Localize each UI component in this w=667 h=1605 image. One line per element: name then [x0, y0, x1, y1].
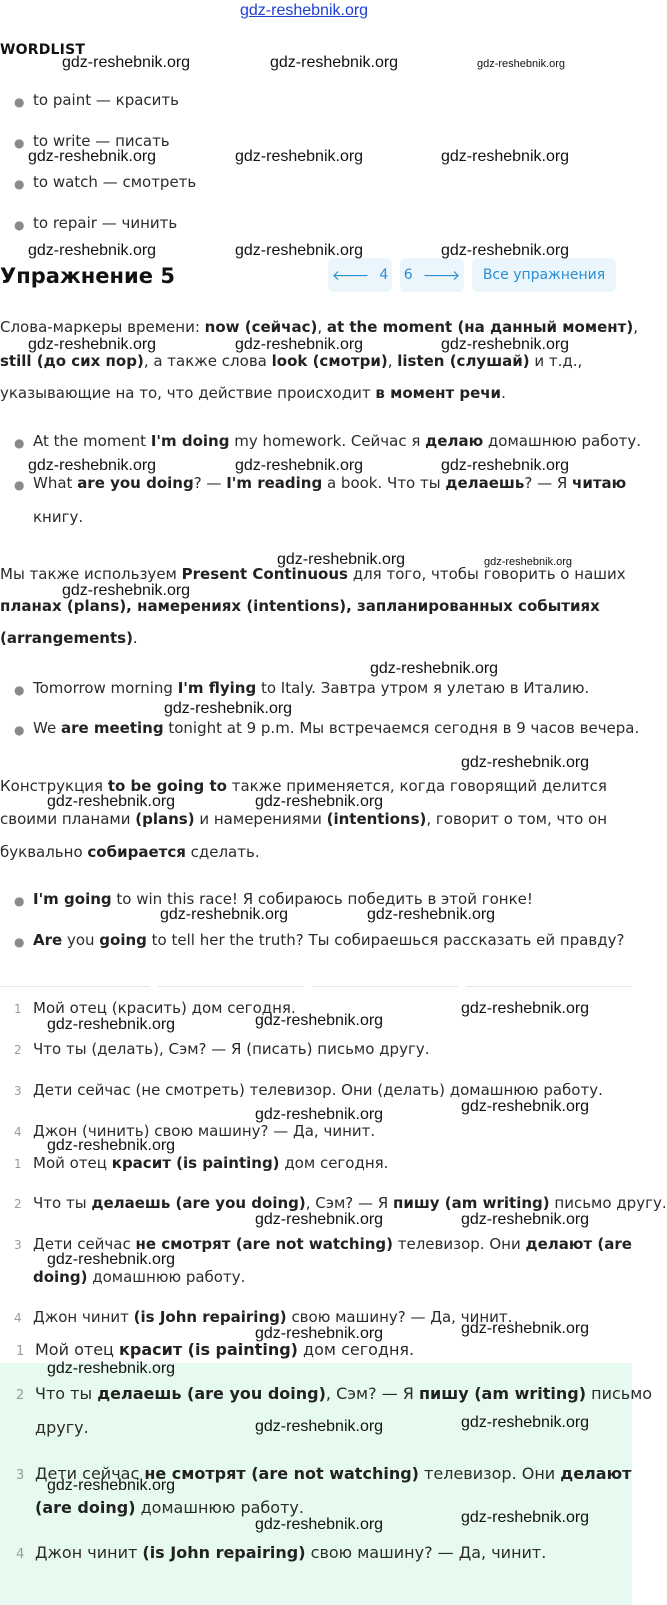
theory-p1-line3: указывающие на то, что действие происходит в момент речи. [0, 384, 506, 402]
watermark: gdz-reshebnik.org [270, 54, 399, 71]
theory-p1-line2: still (до сих пор), а также слова look (смотри), listen (слушай) и т.д., [0, 352, 583, 370]
watermark: gdz-reshebnik.org [28, 148, 157, 165]
all-exercises-button[interactable]: Все упражнения [472, 258, 616, 292]
watermark: gdz-reshebnik.org [461, 1320, 590, 1337]
wordlist-title: WORDLIST [0, 42, 86, 58]
watermark: gdz-reshebnik.org [441, 242, 570, 259]
task-item: Джон (чинить) свою машину? — Да, чинит. [33, 1122, 376, 1140]
exercise-title: Упражнение 5 [0, 264, 175, 288]
divider [312, 986, 458, 987]
watermark: gdz-reshebnik.org [255, 1211, 384, 1228]
task-number: 4 [14, 1125, 22, 1139]
watermark: gdz-reshebnik.org [47, 1360, 176, 1377]
watermark: gdz-reshebnik.org [441, 148, 570, 165]
theory-p3-line2: своими планами (plans) и намерениями (intentions), говорит о том, что он [0, 810, 608, 828]
watermark: gdz-reshebnik.org [62, 54, 191, 71]
bullet-icon: ● [14, 95, 25, 109]
watermark: gdz-reshebnik.org [461, 754, 590, 771]
answer-item-continuation: другу. [35, 1418, 89, 1437]
next-exercise-button[interactable] [400, 258, 464, 292]
answer-item-continuation: (are doing) домашнюю работу. [35, 1498, 304, 1517]
watermark: gdz-reshebnik.org [477, 58, 566, 70]
theory-p2-line1: Мы также используем Present Continuous для того, чтобы говорить о наших [0, 565, 626, 583]
bullet-icon: ● [14, 935, 25, 949]
example-line: What are you doing? — I'm reading a book. Что ты делаешь? — Я читаю [33, 474, 627, 492]
theory-p2-line3: (arrangements). [0, 629, 138, 647]
watermark: gdz-reshebnik.org [255, 1106, 384, 1123]
answer-number: 1 [14, 1157, 22, 1171]
watermark: gdz-reshebnik.org [441, 457, 570, 474]
watermark: gdz-reshebnik.org [28, 457, 157, 474]
answer-item: Что ты делаешь (are you doing), Сэм? — Я пишу (am writing) письмо другу. [33, 1194, 667, 1212]
wordlist-item: to repair — чинить [33, 214, 178, 232]
watermark: gdz-reshebnik.org [62, 582, 191, 599]
wordlist-item: to write — писать [33, 132, 170, 150]
watermark: gdz-reshebnik.org [28, 336, 157, 353]
answer-item: Дети сейчас не смотрят (are not watching) телевизор. Они делают [35, 1464, 632, 1483]
divider [466, 986, 632, 987]
answer-number: 1 [16, 1344, 25, 1359]
task-item: Дети сейчас (не смотреть) телевизор. Они (делать) домашнюю работу. [33, 1081, 603, 1099]
divider [0, 986, 150, 987]
theory-p3-line3: буквально собирается сделать. [0, 843, 260, 861]
prev-exercise-button[interactable] [328, 258, 392, 292]
example-line: Tomorrow morning I'm flying to Italy. Завтра утром я улетаю в Италию. [33, 679, 590, 697]
theory-p1-line1: Слова-маркеры времени: now (сейчас), at the moment (на данный момент), [0, 318, 638, 336]
example-line: I'm going to win this race! Я собираюсь победить в этой гонке! [33, 890, 533, 908]
answer-item: Дети сейчас не смотрят (are not watching) телевизор. Они делают (are [33, 1235, 632, 1253]
watermark: gdz-reshebnik.org [235, 336, 364, 353]
watermark: gdz-reshebnik.org [461, 1098, 590, 1115]
bullet-icon: ● [14, 436, 25, 450]
answer-item: Что ты делаешь (are you doing), Сэм? — Я пишу (am writing) письмо [35, 1384, 653, 1403]
watermark: gdz-reshebnik.org [367, 906, 496, 923]
arrow-left-icon: 🡐 [331, 267, 370, 284]
theory-p2-line2: планах (plans), намерениях (intentions), запланированных событиях [0, 597, 600, 615]
task-item: Мой отец (красить) дом сегодня. [33, 999, 296, 1017]
answer-item: Джон чинит (is John repairing) свою машину? — Да, чинит. [35, 1543, 547, 1562]
watermark: gdz-reshebnik.org [255, 1516, 384, 1533]
watermark: gdz-reshebnik.org [484, 556, 573, 568]
watermark: gdz-reshebnik.org [255, 1418, 384, 1435]
watermark: gdz-reshebnik.org [28, 242, 157, 259]
site-watermark-link[interactable]: gdz-reshebnik.org [240, 2, 369, 19]
watermark: gdz-reshebnik.org [255, 1012, 384, 1029]
bullet-icon: ● [14, 683, 25, 697]
watermark: gdz-reshebnik.org [47, 1137, 176, 1154]
bullet-icon: ● [14, 478, 25, 492]
answer-number: 4 [14, 1311, 22, 1325]
example-line: At the moment I'm doing my homework. Сейчас я делаю домашнюю работу. [33, 432, 642, 450]
watermark: gdz-reshebnik.org [370, 660, 499, 677]
watermark: gdz-reshebnik.org [47, 1477, 176, 1494]
example-line-continuation: книгу. [33, 508, 84, 526]
bullet-icon: ● [14, 894, 25, 908]
watermark: gdz-reshebnik.org [47, 1251, 176, 1268]
answer-number: 2 [16, 1388, 25, 1403]
watermark: gdz-reshebnik.org [255, 1325, 384, 1342]
prev-exercise-label: 4 [379, 267, 389, 283]
watermark: gdz-reshebnik.org [255, 793, 384, 810]
answer-item: Мой отец красит (is painting) дом сегодня. [33, 1154, 389, 1172]
task-number: 2 [14, 1043, 22, 1057]
answer-item: Мой отец красит (is painting) дом сегодня. [35, 1340, 415, 1359]
watermark: gdz-reshebnik.org [164, 700, 293, 717]
example-line: Are you going to tell her the truth? Ты собираешься рассказать ей правду? [33, 931, 625, 949]
arrow-right-icon: 🡒 [422, 267, 461, 284]
watermark: gdz-reshebnik.org [235, 457, 364, 474]
bullet-icon: ● [14, 136, 25, 150]
answer-item-continuation: doing) домашнюю работу. [33, 1268, 246, 1286]
watermark: gdz-reshebnik.org [461, 1000, 590, 1017]
watermark: gdz-reshebnik.org [461, 1414, 590, 1431]
watermark: gdz-reshebnik.org [235, 148, 364, 165]
watermark: gdz-reshebnik.org [47, 1016, 176, 1033]
task-number: 3 [14, 1084, 22, 1098]
watermark: gdz-reshebnik.org [235, 242, 364, 259]
example-line: We are meeting tonight at 9 p.m. Мы встречаемся сегодня в 9 часов вечера. [33, 719, 640, 737]
answer-number: 2 [14, 1197, 22, 1211]
answer-number: 3 [16, 1468, 25, 1483]
bullet-icon: ● [14, 218, 25, 232]
watermark: gdz-reshebnik.org [160, 906, 289, 923]
next-exercise-label: 6 [403, 267, 413, 283]
answer-number: 3 [14, 1238, 22, 1252]
answer-number: 4 [16, 1547, 25, 1562]
watermark: gdz-reshebnik.org [277, 551, 406, 568]
task-number: 1 [14, 1002, 22, 1016]
divider [158, 986, 304, 987]
watermark: gdz-reshebnik.org [461, 1509, 590, 1526]
wordlist-item: to paint — красить [33, 91, 179, 109]
bullet-icon: ● [14, 177, 25, 191]
watermark: gdz-reshebnik.org [47, 793, 176, 810]
watermark: gdz-reshebnik.org [441, 336, 570, 353]
answer-item: Джон чинит (is John repairing) свою машину? — Да, чинит. [33, 1308, 513, 1326]
theory-p3-line1: Конструкция to be going to также применяется, когда говорящий делится [0, 777, 607, 795]
task-item: Что ты (делать), Сэм? — Я (писать) письмо другу. [33, 1040, 430, 1058]
bullet-icon: ● [14, 723, 25, 737]
wordlist-item: to watch — смотреть [33, 173, 197, 191]
watermark: gdz-reshebnik.org [461, 1211, 590, 1228]
